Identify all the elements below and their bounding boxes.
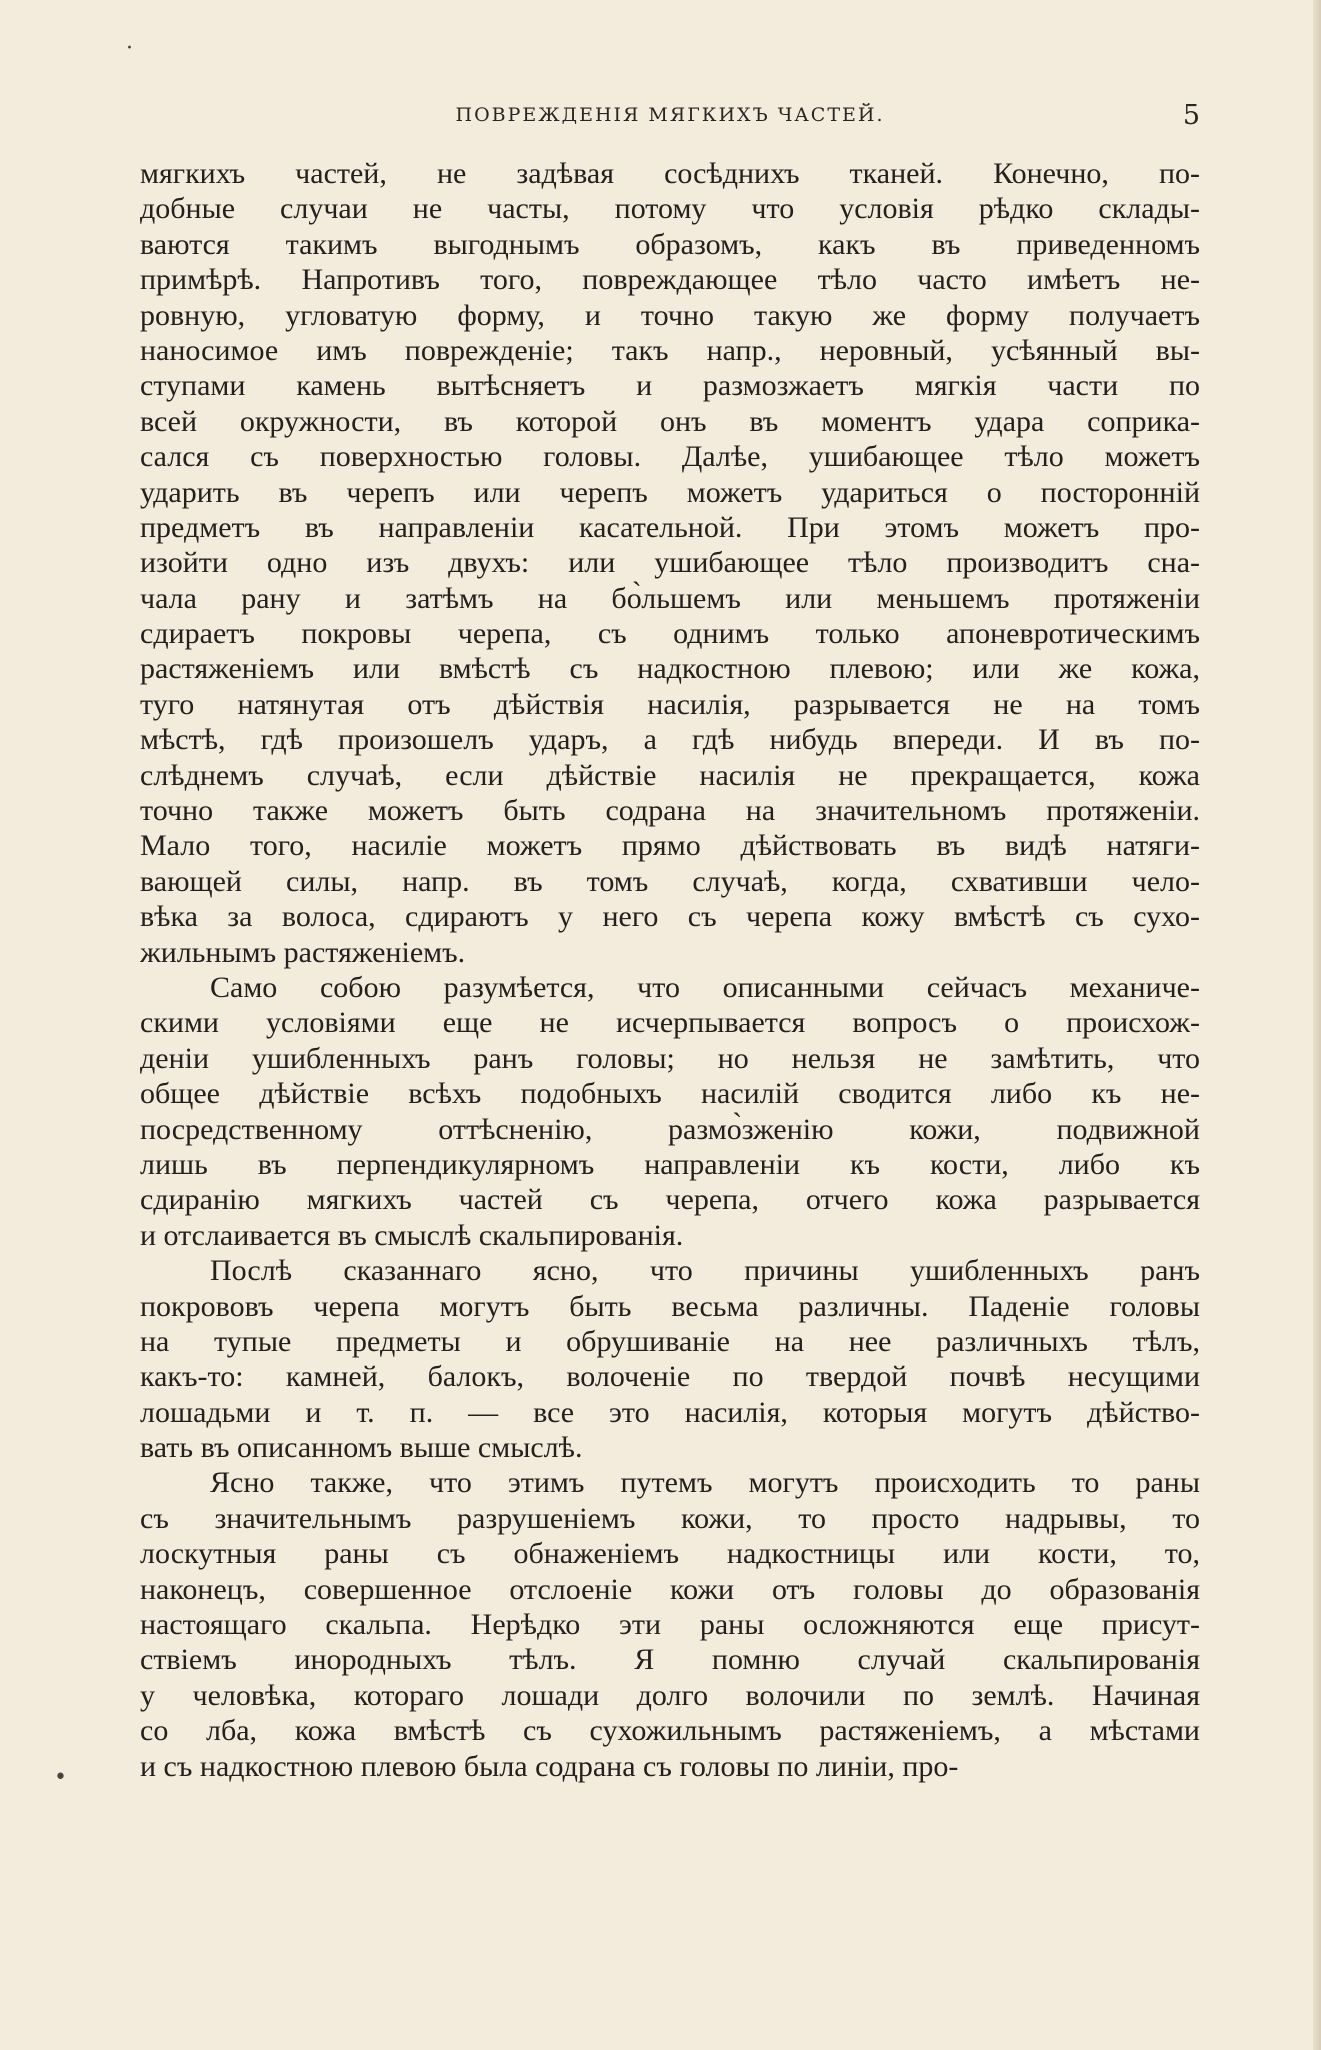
text-line: со лба, кожа вмѣстѣ съ сухожильнымъ растяженіемъ, а мѣстами (140, 1714, 1200, 1748)
paragraph (140, 156, 1200, 970)
margin-dot: • (54, 1765, 67, 1790)
text-line: растяженіемъ или вмѣстѣ съ надкостною плевою; или же кожа, (140, 652, 1200, 686)
text-line: жильнымъ растяженіемъ. (140, 935, 466, 969)
ink-speck: · (126, 36, 133, 61)
text-line: вающей силы, напр. въ томъ случаѣ, когда, схвативши чело- (140, 864, 1200, 898)
text-line: общее дѣйствіе всѣхъ подобныхъ насилій сводится либо къ не- (140, 1077, 1200, 1111)
text-line: туго натянутая отъ дѣйствія насилія, разрывается не на томъ (140, 687, 1200, 721)
text-line: ударить въ черепъ или черепъ можетъ удариться о посторонній (140, 475, 1200, 509)
paragraph (140, 1465, 1200, 1784)
text-line: лишь въ перпендикулярномъ направленіи къ кости, либо къ (140, 1147, 1200, 1181)
text-line: изойти одно изъ двухъ: или ушибающее тѣло производитъ сна- (140, 546, 1200, 580)
text-line: покрововъ черепа могутъ быть весьма различны. Паденіе головы (140, 1289, 1200, 1323)
page-number: 5 (1182, 100, 1200, 131)
text-line: слѣднемъ случаѣ, если дѣйствіе насилія не прекращается, кожа (140, 758, 1200, 792)
page-edge (1313, 0, 1321, 2050)
text-line: сался съ поверхностью головы. Далѣе, ушибающее тѣло можетъ (140, 440, 1200, 474)
text-line: ваются такимъ выгоднымъ образомъ, какъ въ приведенномъ (140, 227, 1200, 261)
text-line: ровную, угловатую форму, и точно такую же форму получаетъ (140, 298, 1200, 332)
text-line: сдираетъ покровы черепа, съ однимъ только апоневротическимъ (140, 617, 1200, 651)
text-line: Само собою разумѣется, что описанными сейчасъ механиче- (210, 970, 1200, 1004)
text-line: Мало того, насиліе можетъ прямо дѣйствовать въ видѣ натяги- (140, 829, 1200, 863)
text-line: настоящаго скальпа. Нерѣдко эти раны осложняются еще присут- (140, 1608, 1200, 1642)
text-line: ствіемъ инородныхъ тѣлъ. Я помню случай скальпированія (140, 1643, 1200, 1677)
text-line: добные случаи не часты, потому что условія рѣдко склады- (140, 192, 1200, 226)
text-line: всей окружности, въ которой онъ въ моментъ удара соприка- (140, 404, 1200, 438)
text-line: и съ надкостною плевою была содрана съ головы по линіи, про- (140, 1749, 959, 1783)
text-line: и отслаивается въ смыслѣ скальпированія. (140, 1218, 684, 1252)
text-line: деніи ушибленныхъ ранъ головы; но нельзя не замѣтить, что (140, 1041, 1200, 1075)
text-line: мѣстѣ, гдѣ произошелъ ударъ, а гдѣ нибудь впереди. И въ по- (140, 723, 1200, 757)
text-line: у человѣка, котораго лошади долго волочили по землѣ. Начиная (140, 1678, 1200, 1712)
text-line: сдиранію мягкихъ частей съ черепа, отчего кожа разрывается (140, 1183, 1200, 1217)
text-line: наконецъ, совершенное отслоеніе кожи отъ головы до образованія (140, 1572, 1200, 1606)
text-line: лоскутныя раны съ обнаженіемъ надкостницы или кости, то, (140, 1537, 1200, 1571)
text-line: предметъ въ направленіи касательной. При этомъ можетъ про- (140, 510, 1200, 544)
text-line: лошадьми и т. п. — все это насилія, которыя могутъ дѣйство- (140, 1395, 1200, 1429)
text-line: мягкихъ частей, не задѣвая сосѣднихъ тканей. Конечно, по- (140, 157, 1200, 190)
text-line: на тупые предметы и обрушиваніе на нее различныхъ тѣлъ, (140, 1324, 1200, 1358)
text-line: наносимое имъ поврежденіе; такъ напр., неровный, усѣянный вы- (140, 333, 1200, 367)
text-line: посредственному оттѣсненію, размо̀зженію кожи, подвижной (140, 1112, 1200, 1146)
paragraph (140, 970, 1200, 1253)
body-text (140, 156, 1200, 1784)
text-line: какъ-то: камней, балокъ, волоченіе по твердой почвѣ несущими (140, 1360, 1200, 1394)
text-line: скими условіями еще не исчерпывается вопросъ о происхож- (140, 1006, 1200, 1040)
page-header (140, 100, 1200, 134)
text-line: Ясно также, что этимъ путемъ могутъ происходить то раны (210, 1466, 1200, 1500)
text-line: Послѣ сказаннаго ясно, что причины ушибленныхъ ранъ (210, 1254, 1200, 1288)
text-line: вать въ описанномъ выше смыслѣ. (140, 1431, 583, 1465)
text-line: примѣрѣ. Напротивъ того, повреждающее тѣло часто имѣетъ не- (140, 263, 1200, 297)
text-line: точно также можетъ быть содрана на значительномъ протяженіи. (140, 794, 1200, 828)
text-line: чала рану и затѣмъ на бо̀льшемъ или меньшемъ протяженіи (140, 581, 1200, 615)
paragraph (140, 1253, 1200, 1465)
text-line: вѣка за волоса, сдираютъ у него съ черепа кожу вмѣстѣ съ сухо- (140, 900, 1200, 934)
text-line: ступами камень вытѣсняетъ и размозжаетъ мягкія части по (140, 369, 1200, 403)
text-line: съ значительнымъ разрушеніемъ кожи, то просто надрывы, то (140, 1501, 1200, 1535)
running-head: ПОВРЕЖДЕНІЯ МЯГКИХЪ ЧАСТЕЙ. (455, 104, 885, 126)
